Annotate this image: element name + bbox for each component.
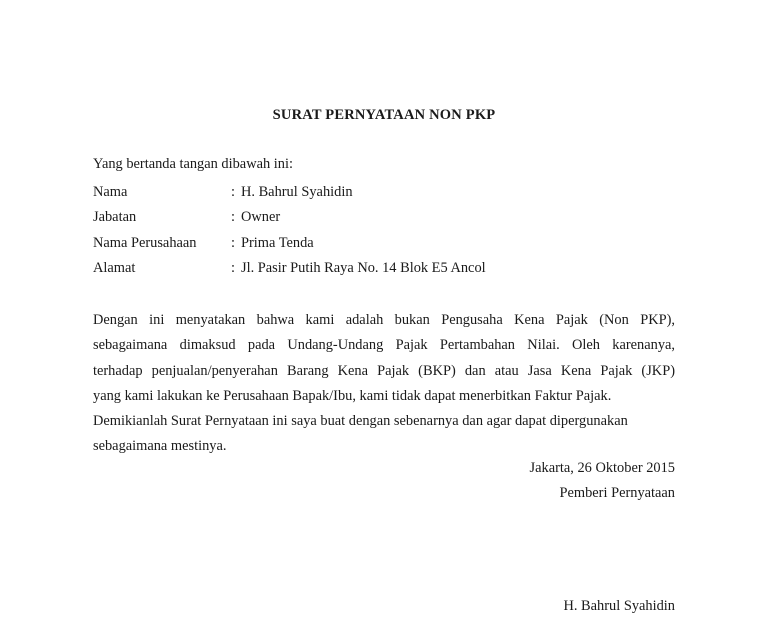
signer-name: H. Bahrul Syahidin: [563, 598, 675, 614]
field-value: Jl. Pasir Putih Raya No. 14 Blok E5 Ancol: [241, 259, 486, 276]
statement-line: yang kami lakukan ke Perusahaan Bapak/Ibu, kami tidak dapat menerbitkan Faktur Pajak.: [93, 387, 612, 404]
field-label: Nama Perusahaan: [93, 234, 197, 251]
place-date: Jakarta, 26 Oktober 2015: [529, 460, 675, 476]
statement-line: sebagaimana dimaksud pada Undang-Undang Pajak Pertambahan Nilai. Oleh karenanya,: [93, 337, 675, 354]
document-title: SURAT PERNYATAAN NON PKP: [272, 107, 496, 123]
identity-fields: [93, 182, 486, 283]
closing-line: sebagaimana mestinya.: [93, 438, 227, 455]
field-colon: :: [231, 259, 235, 276]
field-label: Jabatan: [93, 209, 137, 226]
field-colon: :: [231, 234, 235, 251]
field-row-jabatan: [93, 207, 486, 232]
field-value: Prima Tenda: [241, 234, 314, 251]
closing-paragraph: [93, 409, 675, 460]
field-colon: :: [231, 184, 235, 200]
field-colon: :: [231, 209, 235, 226]
field-label: Nama: [93, 184, 128, 200]
statement-line: terhadap penjualan/penyerahan Barang Kena Pajak (BKP) dan atau Jasa Kena Pajak (JKP): [93, 362, 675, 379]
closing-line: Demikianlah Surat Pernyataan ini saya buat dengan sebenarnya dan agar dapat dipergunakan: [93, 413, 628, 429]
intro-text: Yang bertanda tangan dibawah ini:: [93, 156, 293, 172]
statement-line: Dengan ini menyatakan bahwa kami adalah bukan Pengusaha Kena Pajak (Non PKP),: [93, 312, 675, 328]
field-row-nama: [93, 182, 486, 207]
field-row-alamat: [93, 258, 486, 283]
field-value: H. Bahrul Syahidin: [241, 184, 353, 200]
field-row-nama-perusahaan: [93, 233, 486, 258]
statement-paragraph: [93, 308, 675, 409]
statement-giver-label: Pemberi Pernyataan: [559, 485, 675, 501]
field-label: Alamat: [93, 259, 136, 276]
field-value: Owner: [241, 209, 281, 226]
